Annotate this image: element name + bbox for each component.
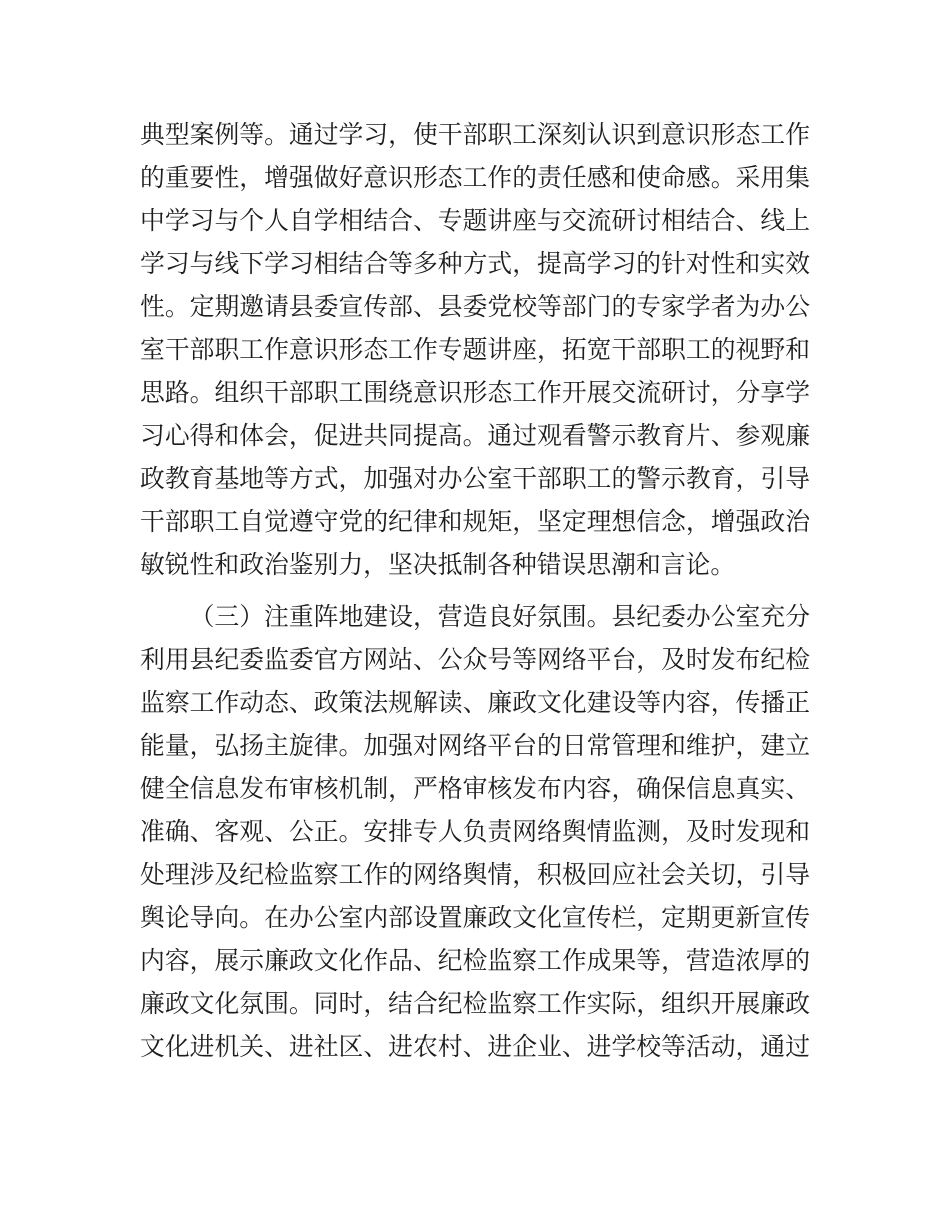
text-line: 健全信息发布审核机制，严格审核发布内容，确保信息真实、 [140,776,810,803]
text-line: 文化进机关、进社区、进农村、进企业、进学校等活动，通过 [140,1034,810,1061]
text-line: 监察工作动态、政策法规解读、廉政文化建设等内容，传播正 [140,690,810,717]
text-line: 政教育基地等方式，加强对办公室干部职工的警示教育，引导 [140,466,810,493]
text-line: 内容，展示廉政文化作品、纪检监察工作成果等，营造浓厚的 [140,948,810,975]
paragraph-continuation [140,114,810,587]
text-line: 利用县纪委监委官方网站、公众号等网络平台，及时发布纪检 [140,647,810,674]
text-line: 中学习与个人自学相结合、专题讲座与交流研讨相结合、线上 [140,208,810,235]
text-line: 干部职工自觉遵守党的纪律和规矩，坚定理想信念，增强政治 [140,509,810,536]
text-line: 室干部职工作意识形态工作专题讲座，拓宽干部职工的视野和 [140,337,810,364]
text-line: 能量，弘扬主旋律。加强对网络平台的日常管理和维护，建立 [140,733,810,760]
text-line: 廉政文化氛围。同时，结合纪检监察工作实际，组织开展廉政 [140,991,810,1018]
text-line: 性。定期邀请县委宣传部、县委党校等部门的专家学者为办公 [140,294,810,321]
text-line: 处理涉及纪检监察工作的网络舆情，积极回应社会关切，引导 [140,862,810,889]
paragraph-section-three [140,596,810,1069]
text-line: 习心得和体会，促进共同提高。通过观看警示教育片、参观廉 [140,423,810,450]
text-line: 的重要性，增强做好意识形态工作的责任感和使命感。采用集 [140,165,810,192]
text-line: 舆论导向。在办公室内部设置廉政文化宣传栏，定期更新宣传 [140,905,810,932]
text-line: 典型案例等。通过学习，使干部职工深刻认识到意识形态工作 [140,122,810,149]
text-line: 学习与线下学习相结合等多种方式，提高学习的针对性和实效 [140,251,810,278]
text-line: 准确、客观、公正。安排专人负责网络舆情监测，及时发现和 [140,819,810,846]
text-line: 敏锐性和政治鉴别力，坚决抵制各种错误思潮和言论。 [140,552,736,579]
text-line-section-heading: （三）注重阵地建设，营造良好氛围。县纪委办公室充分 [189,604,810,631]
text-line: 思路。组织干部职工围绕意识形态工作开展交流研讨，分享学 [140,380,810,407]
